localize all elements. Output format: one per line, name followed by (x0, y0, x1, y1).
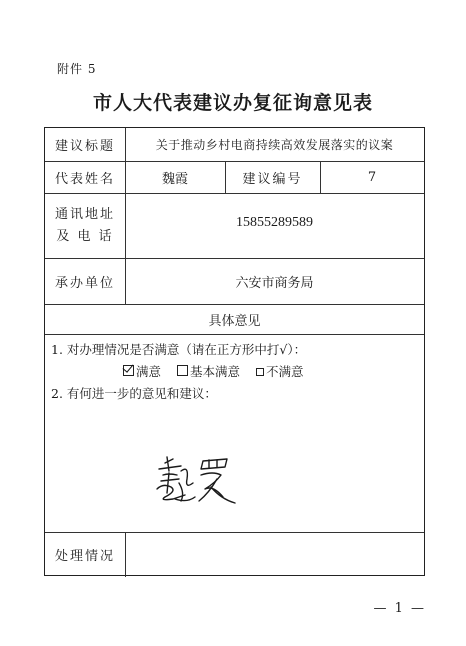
option-not-satisfied[interactable] (256, 362, 304, 380)
attachment-label: 附件 5 (57, 62, 97, 76)
proposal-number-label: 建议编号 (242, 171, 303, 187)
opinions-header: 具体意见 (208, 313, 261, 329)
option-basically-satisfied[interactable] (177, 362, 240, 380)
feedback-form-table (44, 127, 425, 576)
representative-name-label: 代表姓名 (54, 171, 115, 187)
processing-label: 处理情况 (54, 549, 115, 564)
contact-label-line2: 及 电 话 (56, 228, 114, 244)
contact-label-line1: 通讯地址 (54, 206, 115, 222)
document-title: 市人大代表建议办复征询意见表 (92, 92, 373, 114)
satisfaction-options (123, 362, 316, 380)
proposal-title-label: 建议标题 (54, 139, 115, 154)
option-label: 不满意 (266, 364, 304, 379)
checked-box-icon (123, 365, 134, 376)
contact-label (45, 193, 125, 258)
empty-box-icon (256, 368, 264, 376)
proposal-number-value: 7 (367, 169, 377, 185)
empty-box-icon (177, 365, 188, 376)
handwritten-signature (151, 453, 243, 509)
processing-value (125, 532, 424, 577)
option-label: 基本满意 (190, 364, 241, 379)
suggestions-question: 2. 有何进一步的意见和建议： (51, 386, 217, 401)
row-divider (45, 334, 424, 335)
handling-unit-label: 承办单位 (54, 275, 115, 291)
page-number: — 1 — (373, 601, 426, 616)
option-label: 满意 (136, 364, 162, 379)
contact-phone-value: 15855289589 (236, 215, 313, 230)
representative-name-value: 魏霞 (161, 171, 188, 187)
handling-unit-value: 六安市商务局 (235, 275, 314, 291)
option-satisfied[interactable] (123, 362, 161, 380)
satisfaction-question: 1. 对办理情况是否满意（请在正方形中打√）： (51, 342, 307, 357)
proposal-title-value: 关于推动乡村电商持续高效发展落实的议案 (155, 138, 394, 152)
